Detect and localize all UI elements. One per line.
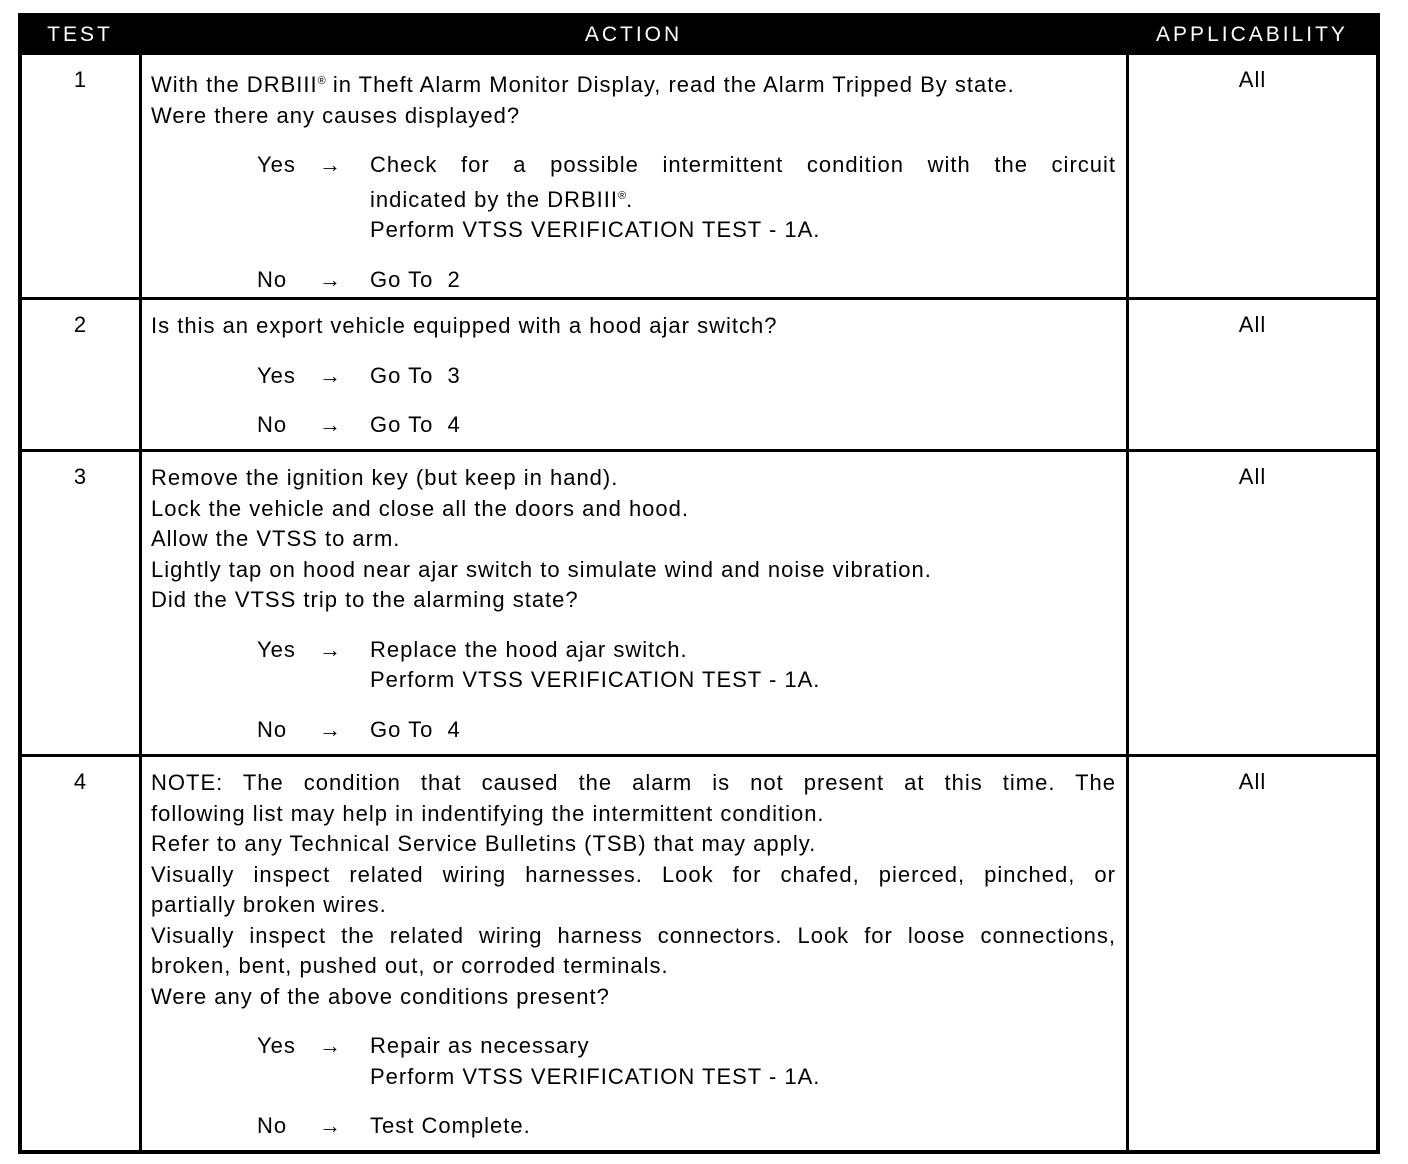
answer-line: Go To 2 [370,266,461,292]
applicability-value: All [1129,300,1376,449]
action-cell [142,55,1126,297]
question-line: Lightly tap on hood near ajar switch to simulate wind and noise vibration. [151,556,932,582]
question-line: partially broken wires. [151,892,387,917]
answer-line: Perform VTSS VERIFICATION TEST - 1A. [370,1063,821,1089]
applicability-value: All [1129,55,1376,297]
question-line: NOTE: The condition that caused the alarm is not present at this time. The [151,770,1116,795]
test-number: 3 [22,452,139,754]
table-row [22,55,1376,297]
arrow-icon: → [319,1033,342,1058]
test-number: 2 [22,300,139,449]
arrow-icon: → [319,716,342,742]
answer-line: Perform VTSS VERIFICATION TEST - 1A. [370,667,821,692]
answer-line: Repair as necessary [370,1033,590,1058]
yes-label: Yes [257,152,296,177]
answer-line: Replace the hood ajar switch. [370,636,688,662]
arrow-icon: → [319,362,342,388]
no-answer [151,715,1116,746]
question-line: broken, bent, pushed out, or corroded terminals. [151,953,669,978]
question-line: Visually inspect the related wiring harness connectors. Look for loose connections, [151,922,1116,948]
answer-line: Go To 4 [370,412,461,437]
no-label: No [257,412,288,437]
no-label: No [257,266,288,292]
header-applicability: APPLICABILITY [1156,23,1348,46]
table-row [22,300,1376,449]
table-row [22,757,1376,1150]
applicability-value: All [1129,757,1376,1150]
yes-answer [151,150,1116,246]
answer-line: Go To 4 [370,716,461,742]
arrow-icon: → [319,636,342,662]
question-line: Is this an export vehicle equipped with a hood ajar switch? [151,313,778,338]
action-cell [142,757,1126,1150]
no-answer [151,265,1116,296]
arrow-icon: → [319,152,342,177]
arrow-icon: → [319,266,342,292]
question-line: Remove the ignition key (but keep in hand). [151,465,619,490]
test-number: 4 [22,757,139,1150]
header-test: TEST [47,23,113,46]
no-label: No [257,716,288,742]
yes-label: Yes [257,362,296,388]
yes-label: Yes [257,1033,296,1058]
yes-answer [151,361,1116,392]
applicability-value: All [1129,452,1376,754]
table-row [22,452,1376,754]
no-label: No [257,1113,288,1138]
arrow-icon: → [319,412,342,437]
question-line: following list may help in indentifying the intermittent condition. [151,800,825,826]
header-action: ACTION [584,23,683,46]
no-answer [151,410,1116,441]
answer-line: Check for a possible intermittent condition with the circuit [370,152,1116,177]
yes-answer [151,635,1116,696]
yes-answer [151,1031,1116,1092]
question-line: Were there any causes displayed? [151,102,521,128]
question-line: With the DRBIII® in Theft Alarm Monitor Display, read the Alarm Tripped By state. [151,72,1015,97]
question-line: Did the VTSS trip to the alarming state? [151,587,579,612]
yes-label: Yes [257,636,296,662]
question-line: Allow the VTSS to arm. [151,526,401,551]
action-cell [142,452,1126,754]
action-cell [142,300,1126,449]
answer-line: Go To 3 [370,362,461,388]
no-answer [151,1111,1116,1142]
diagnostic-table [18,13,1380,1154]
table-header [22,17,1376,55]
answer-line: Perform VTSS VERIFICATION TEST - 1A. [370,217,821,242]
answer-line: Test Complete. [370,1113,531,1138]
question-line: Visually inspect related wiring harnesses. Look for chafed, pierced, pinched, or [151,861,1116,887]
question-line: Were any of the above conditions present? [151,983,610,1009]
arrow-icon: → [319,1113,342,1138]
test-number: 1 [22,55,139,297]
question-line: Lock the vehicle and close all the doors and hood. [151,495,689,521]
answer-line: indicated by the DRBIII®. [370,186,634,212]
question-line: Refer to any Technical Service Bulletins (TSB) that may apply. [151,831,817,856]
